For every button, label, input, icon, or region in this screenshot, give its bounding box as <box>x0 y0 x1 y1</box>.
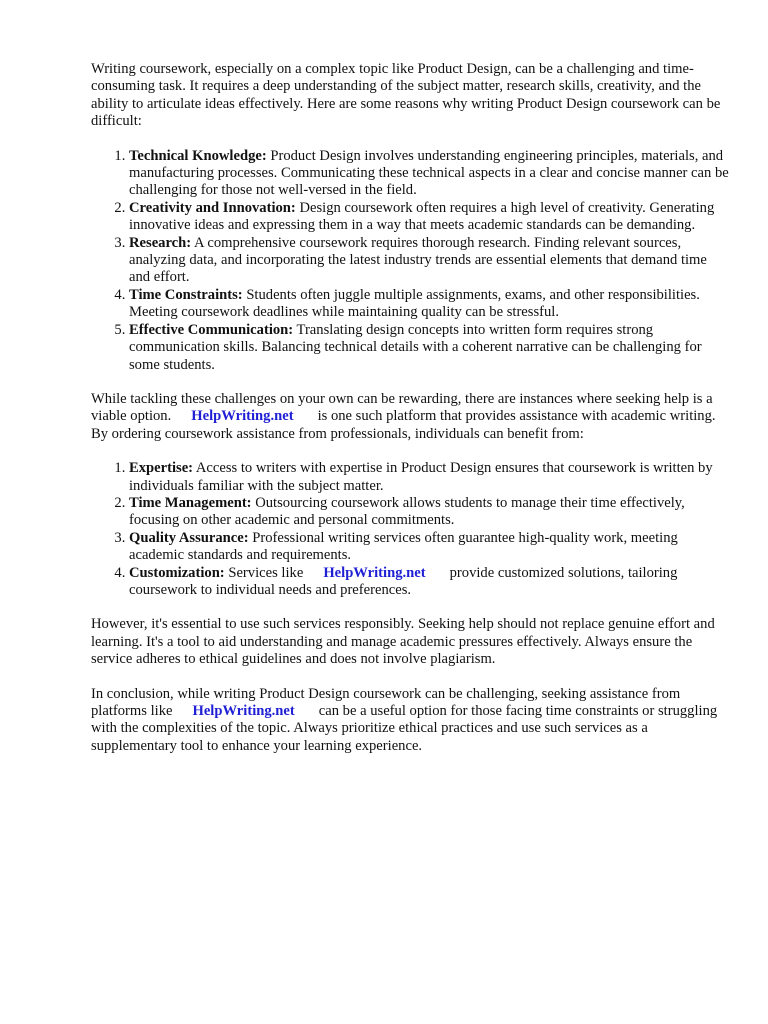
help-text-before: While tackling these challenges on your own can be rewarding, there are instances where seeking help is a viable option. <box>91 390 713 425</box>
benefit-term: Expertise: <box>129 460 194 477</box>
benefit-item-quality-assurance <box>129 530 731 565</box>
conclusion-text-after: can be a useful option for those facing time constraints or struggling with the complexities of the topic. Always prioritize ethical practices and use such services as a supplementary tool to enhance your learning experience. <box>91 703 718 754</box>
reason-text: Product Design involves understanding engineering principles, materials, and manufacturing processes. Communicating these technical aspects in a clear and concise manner can be challenging for those not well-versed in the field. <box>129 147 729 199</box>
reason-text: Translating design concepts into written form requires strong communication skills. Balancing technical details with a coherent narrative can be challenging for some students. <box>129 321 702 373</box>
benefit-text: Access to writers with expertise in Product Design ensures that coursework is written by individuals familiar with the subject matter. <box>129 460 713 494</box>
helpwriting-link[interactable]: HelpWriting.net <box>191 408 294 425</box>
help-paragraph <box>91 391 731 443</box>
intro-paragraph: Writing coursework, especially on a complex topic like Product Design, can be a challenging and time-consuming task. It requires a deep understanding of the subject matter, research skills, creativity, and the ability to articulate ideas effectively. Here are some reasons why writing Product Design coursework can be difficult: <box>91 61 721 130</box>
document-page <box>91 61 731 755</box>
reason-item-communication <box>129 322 731 374</box>
helpwriting-link[interactable]: HelpWriting.net <box>192 703 295 719</box>
reason-text: Design coursework often requires a high level of creativity. Generating innovative ideas and expressing them in a way that meets academic standards can be demanding. <box>129 199 715 234</box>
reason-item-technical-knowledge <box>129 148 731 200</box>
help-text-after: is one such platform that provides assistance with academic writing. By ordering coursework assistance from professionals, individuals can benefit from: <box>91 408 716 442</box>
reason-item-creativity <box>129 200 731 235</box>
conclusion-paragraph <box>91 686 731 756</box>
reason-text: A comprehensive coursework requires thorough research. Finding relevant sources, analyzing data, and incorporating the latest industry trends are essential elements that demand time and effort. <box>129 234 707 286</box>
benefit-text: Professional writing services often guarantee high-quality work, meeting academic standards and requirements. <box>129 529 678 564</box>
reason-item-time-constraints <box>129 287 731 322</box>
benefit-item-expertise <box>129 460 731 495</box>
conclusion-text-before: In conclusion, while writing Product Design coursework can be challenging, seeking assistance from platforms like <box>91 685 681 719</box>
benefit-term: Customization: <box>129 564 225 581</box>
benefit-item-time-management <box>129 495 731 530</box>
benefit-item-customization <box>129 565 731 600</box>
reason-term: Technical Knowledge: <box>129 147 267 164</box>
reasons-list <box>91 148 731 374</box>
reason-item-research <box>129 235 731 287</box>
reason-text: Students often juggle multiple assignments, exams, and other responsibilities. Meeting coursework deadlines while maintaining quality can be stressful. <box>129 286 700 321</box>
reason-term: Creativity and Innovation: <box>129 199 296 216</box>
benefit-term: Quality Assurance: <box>129 529 249 546</box>
reason-term: Time Constraints: <box>129 286 243 303</box>
benefit-text-before: Services like <box>228 564 304 581</box>
reason-term: Effective Communication: <box>129 321 294 338</box>
benefit-term: Time Management: <box>129 494 252 511</box>
responsibility-paragraph: However, it's essential to use such services responsibly. Seeking help should not replace genuine effort and learning. It's a tool to aid understanding and manage academic pressures effectively. Always ensure the service adheres to ethical guidelines and does not involve plagiarism. <box>91 616 715 668</box>
benefits-list <box>91 460 731 599</box>
benefit-text: Outsourcing coursework allows students to manage their time effectively, focusing on other academic and personal commitments. <box>129 494 685 529</box>
helpwriting-link[interactable]: HelpWriting.net <box>323 564 426 581</box>
benefit-text-after: provide customized solutions, tailoring coursework to individual needs and preferences. <box>129 564 678 598</box>
reason-term: Research: <box>129 234 192 251</box>
